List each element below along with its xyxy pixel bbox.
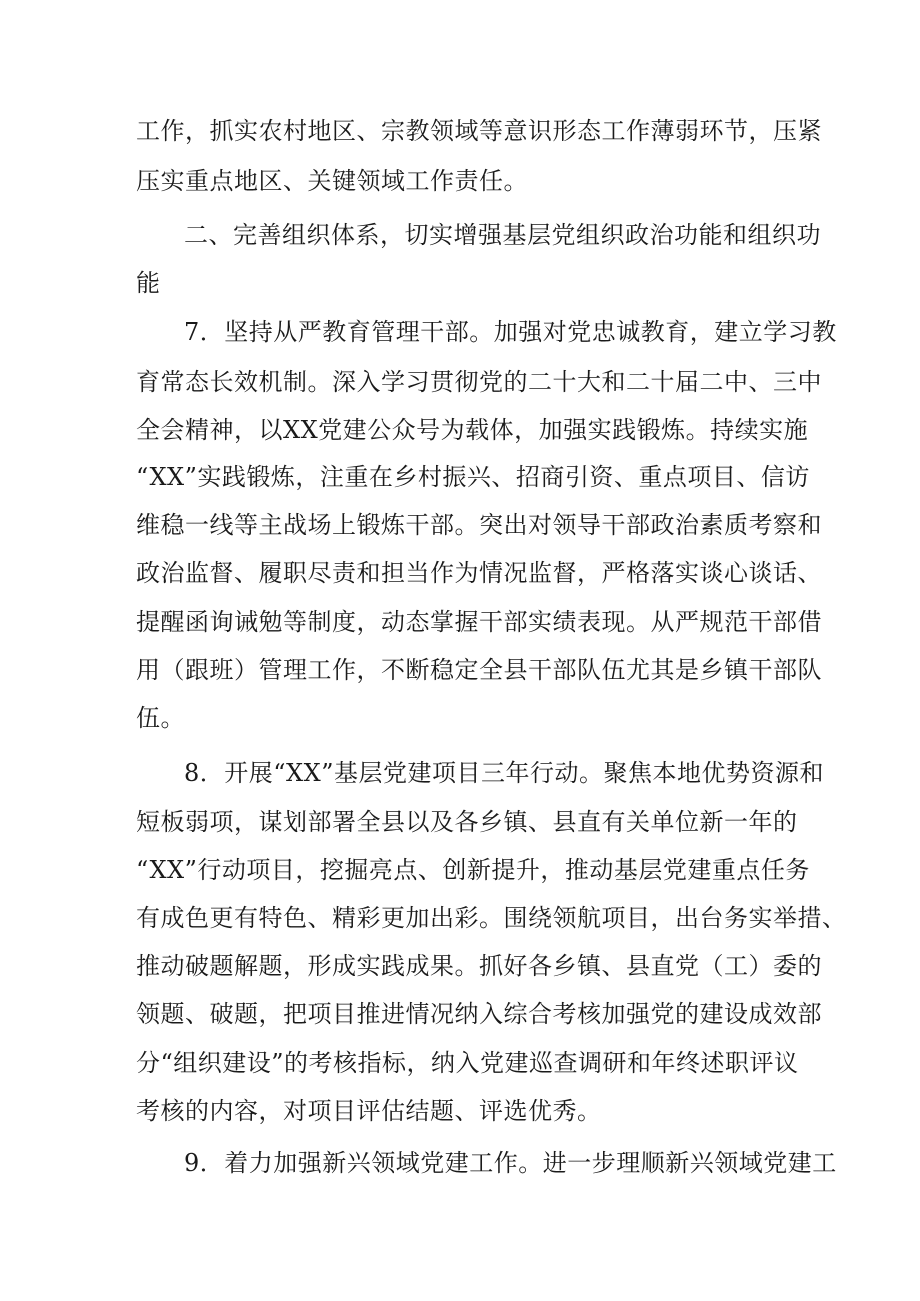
text-line: 育常态长效机制。深入学习贯彻党的二十大和二十届二中、三中 [136, 368, 822, 396]
text-line: 提醒函询诫勉等制度，动态掌握干部实绩表现。从严规范干部借 [136, 608, 822, 636]
text-line: 有成色更有特色、精彩更加出彩。围绕领航项目，出台务实举措、 [136, 904, 847, 932]
text-line: 用（跟班）管理工作，不断稳定全县干部队伍尤其是乡镇干部队 [136, 656, 822, 684]
section-heading: 二、完善组织体系，切实增强基层党组织政治功能和组织功 [184, 221, 821, 249]
text-line: 推动破题解题，形成实践成果。抓好各乡镇、县直党（工）委的 [136, 952, 822, 980]
paragraph-9-start: 9．着力加强新兴领域党建工作。进一步理顺新兴领域党建工 [184, 1149, 837, 1177]
text-line: 政治监督、履职尽责和担当作为情况监督，严格落实谈心谈话、 [136, 559, 822, 587]
text-line: 维稳一线等主战场上锻炼干部。突出对领导干部政治素质考察和 [136, 511, 822, 539]
text-line: 领题、破题，把项目推进情况纳入综合考核加强党的建设成效部 [136, 1000, 822, 1028]
text-line: 工作，抓实农村地区、宗教领域等意识形态工作薄弱环节，压紧 [136, 117, 822, 145]
text-line: 压实重点地区、关键领域工作责任。 [136, 167, 528, 195]
paragraph-8-start: 8．开展“XX”基层党建项目三年行动。聚焦本地优势资源和 [184, 759, 824, 787]
text-line: 考核的内容，对项目评估结题、评选优秀。 [136, 1097, 602, 1125]
text-line: “XX”行动项目，挖掘亮点、创新提升，推动基层党建重点任务 [136, 856, 810, 884]
text-line: 伍。 [136, 704, 185, 732]
paragraph-7-start: 7．坚持从严教育管理干部。加强对党忠诚教育，建立学习教 [184, 318, 837, 346]
text-line: 短板弱项，谋划部署全县以及各乡镇、县直有关单位新一年的 [136, 808, 798, 836]
text-line: “XX”实践锻炼，注重在乡村振兴、招商引资、重点项目、信访 [136, 463, 810, 491]
section-heading-continuation: 能 [136, 269, 161, 297]
text-line: 分“组织建设”的考核指标，纳入党建巡查调研和年终述职评议 [136, 1049, 799, 1077]
text-line: 全会精神，以XX党建公众号为载体，加强实践锻炼。持续实施 [136, 416, 809, 444]
